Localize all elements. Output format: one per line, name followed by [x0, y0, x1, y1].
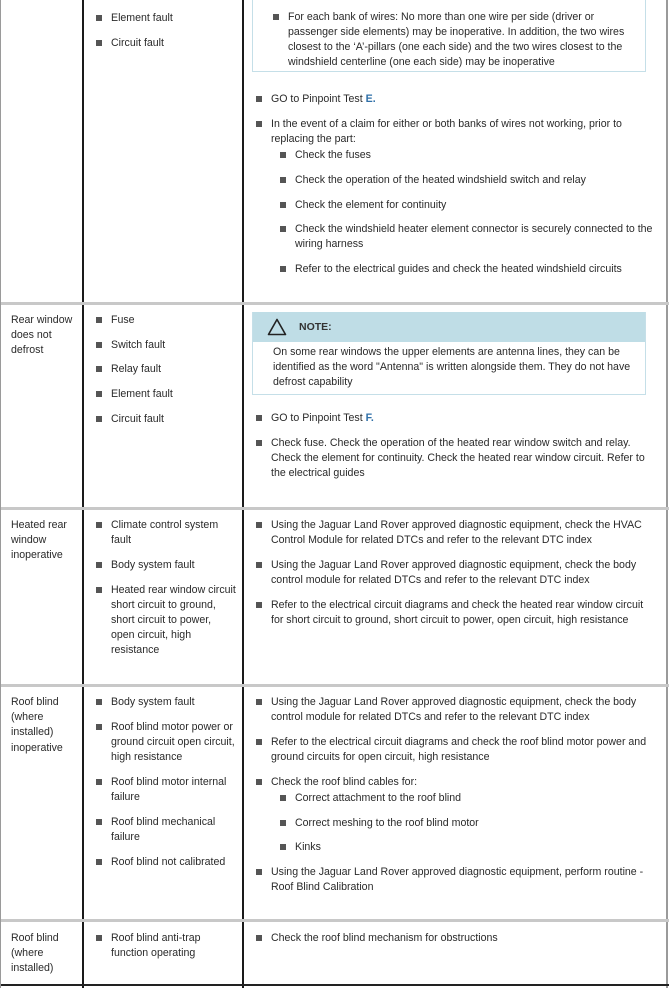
- list-item: Using the Jaguar Land Rover approved diagnostic equipment, perform routine - Roof Blind Calibration: [256, 865, 658, 895]
- list-item: Fuse: [96, 313, 236, 328]
- note-label: NOTE:: [299, 321, 332, 333]
- list-item: Using the Jaguar Land Rover approved diagnostic equipment, check the HVAC Control Module for related DTCs and refer to the relevant DTC index: [256, 518, 658, 548]
- symptom-label: Roof blind (where installed) inoperative: [11, 696, 63, 754]
- list-item: Refer to the electrical circuit diagrams and check the heated rear window circuit for short circuit to ground, short circuit to power, open circuit, high resistance: [256, 598, 658, 628]
- list-item: Heated rear window circuit short circuit to ground, short circuit to power, open circuit, high resistance: [96, 583, 236, 659]
- info-callout: [252, 0, 646, 72]
- list-item: Check the fuses: [280, 148, 658, 163]
- action-list: [256, 92, 658, 287]
- row-divider: [1, 919, 669, 922]
- list-item: Using the Jaguar Land Rover approved diagnostic equipment, check the body control module for related DTCs and refer to the relevant DTC index: [256, 695, 658, 725]
- row-divider: [1, 684, 669, 687]
- action-list: [256, 518, 658, 638]
- list-item: Check the roof blind cables for: Correct attachment to the roof blind Correct meshing to the roof blind motor Kinks: [256, 775, 658, 856]
- list-item: Check the element for continuity: [280, 198, 658, 213]
- list-item: Circuit fault: [96, 36, 236, 51]
- cause-list: [96, 518, 236, 668]
- list-item: Check the roof blind mechanism for obstructions: [256, 931, 658, 946]
- list-item: Relay fault: [96, 362, 236, 377]
- row-divider: [1, 984, 669, 986]
- warning-icon: [267, 318, 287, 336]
- list-item: Refer to the electrical guides and check the heated windshield circuits: [280, 262, 658, 277]
- list-item: Roof blind motor power or ground circuit open circuit, high resistance: [96, 720, 236, 766]
- column-divider: [242, 0, 244, 988]
- list-item: GO to Pinpoint Test F.: [256, 411, 658, 426]
- note-text: On some rear windows the upper elements are antenna lines, they can be identified as the word "Antenna" is written alongside them. They do not have defrost capability: [273, 346, 631, 388]
- note-callout: [252, 312, 646, 395]
- cause-list: [96, 11, 236, 60]
- action-list: [256, 411, 658, 491]
- list-item: Switch fault: [96, 338, 236, 353]
- list-item: Body system fault: [96, 558, 236, 573]
- note-header: [253, 312, 645, 342]
- list-item: Kinks: [280, 840, 658, 855]
- list-item: Using the Jaguar Land Rover approved diagnostic equipment, check the body control module for related DTCs and refer to the relevant DTC index: [256, 558, 658, 588]
- list-item: Refer to the electrical circuit diagrams and check the roof blind motor power and ground circuits for open circuit, high resistance: [256, 735, 658, 765]
- symptom-label: Rear window does not defrost: [11, 314, 73, 357]
- row-divider: [1, 302, 669, 305]
- pinpoint-test-f-link[interactable]: F.: [365, 412, 374, 424]
- list-item: Correct meshing to the roof blind motor: [280, 816, 658, 831]
- symptom-label: Heated rear window inoperative: [11, 519, 67, 562]
- list-item: Body system fault: [96, 695, 236, 710]
- list-item: Roof blind motor internal failure: [96, 775, 236, 805]
- list-item: GO to Pinpoint Test E.: [256, 92, 658, 107]
- cause-list: [96, 313, 236, 437]
- list-item: Roof blind mechanical failure: [96, 815, 236, 845]
- pinpoint-test-e-link[interactable]: E.: [365, 93, 376, 105]
- list-item: Roof blind anti-trap function operating: [96, 931, 236, 961]
- list-item: Roof blind not calibrated: [96, 855, 236, 870]
- action-list: [256, 931, 658, 956]
- cause-list: [96, 695, 236, 879]
- row-divider: [1, 507, 669, 510]
- list-item: In the event of a claim for either or both banks of wires not working, prior to replacing the part: Check the fuses Check the operation of the heated windshield switch and relay Check the element for continuity Check the windshield heater element connector is securely connected to the wiring harness Refer to the electrical guides and check the heated windshield circuits: [256, 117, 658, 278]
- list-item: Check fuse. Check the operation of the heated rear window switch and relay. Check the element for continuity. Check the heated rear window circuit. Refer to the electrical guides: [256, 436, 658, 482]
- list-item: Element fault: [96, 387, 236, 402]
- list-item: Check the operation of the heated windshield switch and relay: [280, 173, 658, 188]
- list-item: Circuit fault: [96, 412, 236, 427]
- list-item: Climate control system fault: [96, 518, 236, 548]
- list-item: Check the windshield heater element connector is securely connected to the wiring harness: [280, 222, 658, 252]
- list-item: Correct attachment to the roof blind: [280, 791, 658, 806]
- list-item: Element fault: [96, 11, 236, 26]
- callout-text: For each bank of wires: No more than one wire per side (driver or passenger side elements) may be inoperative. In addition, the two wires closest to the ‘A’-pillars (one each side) and the two wires closest to the windshield centerline (one each side) may be inoperative: [273, 10, 635, 70]
- column-divider: [82, 0, 84, 988]
- action-list: [256, 695, 658, 905]
- cause-list: [96, 931, 236, 971]
- symptom-label: Roof blind (where installed): [11, 932, 59, 975]
